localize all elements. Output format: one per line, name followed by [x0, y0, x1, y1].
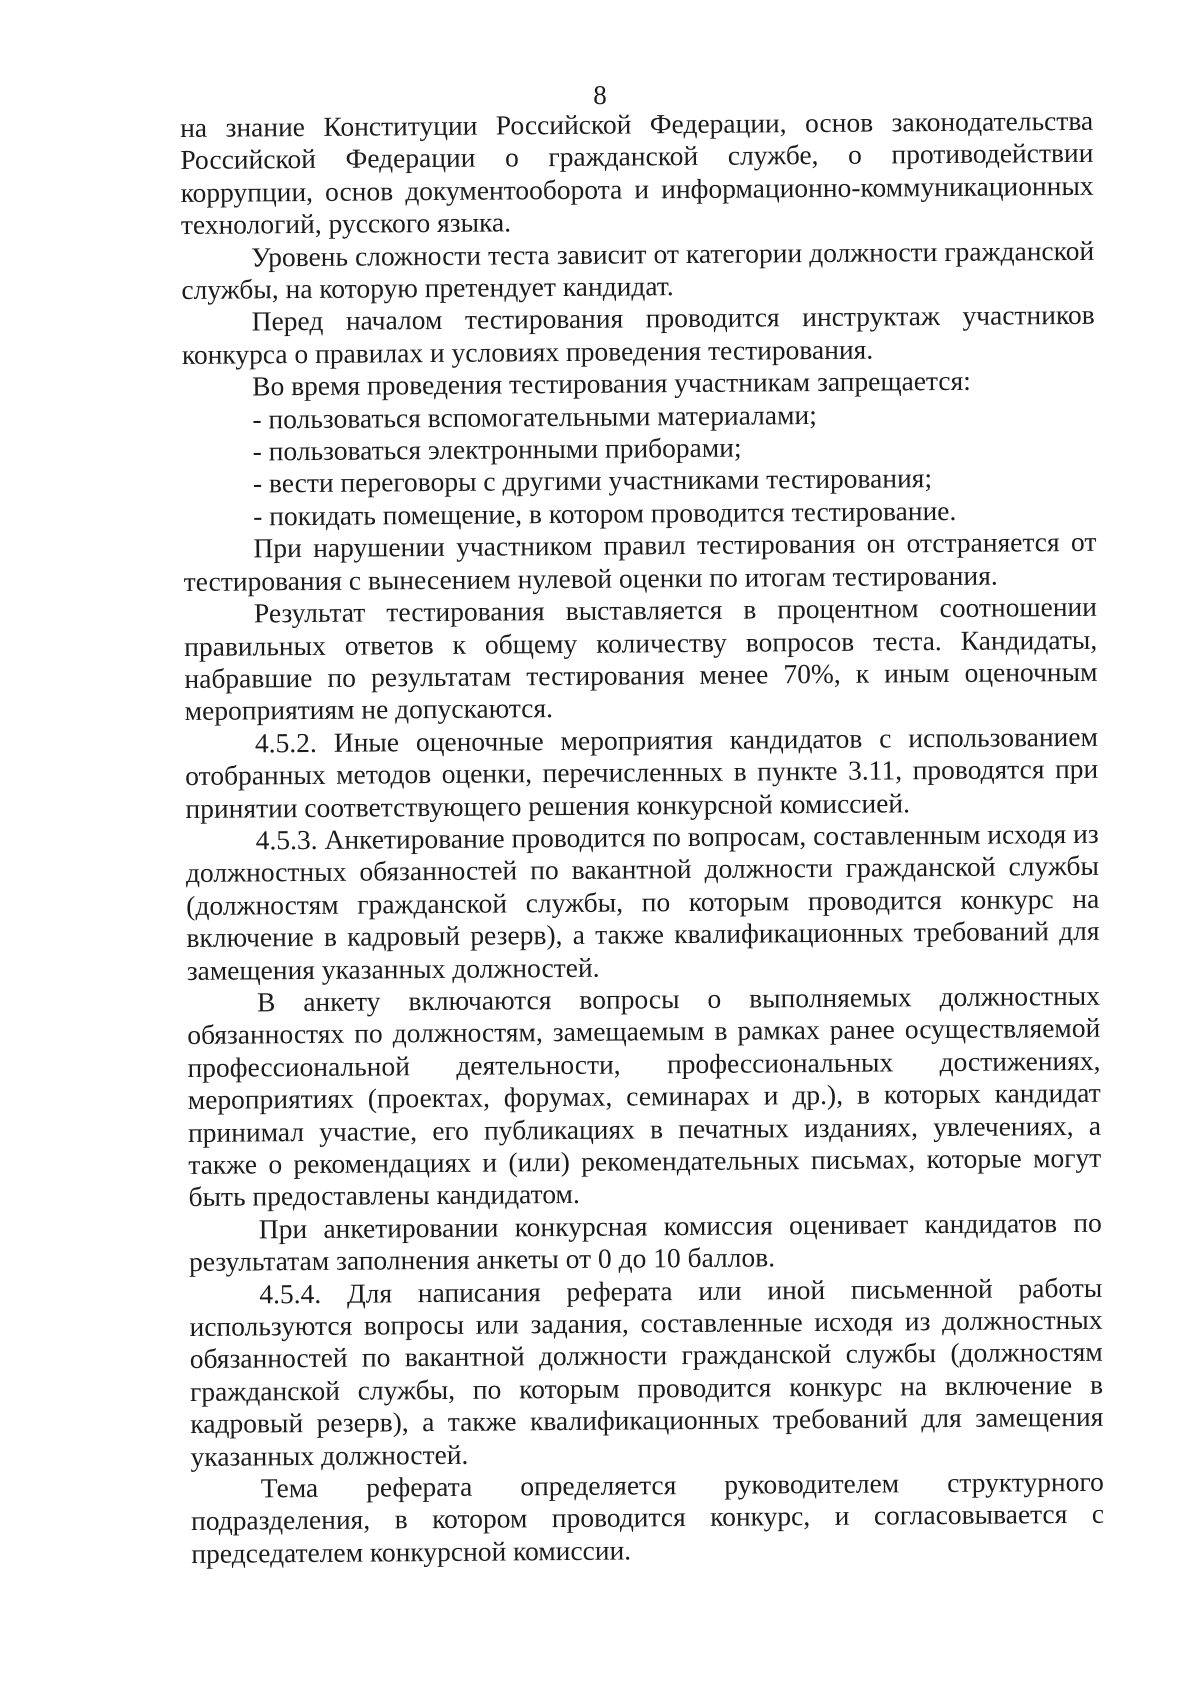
- paragraph-questionnaire-scoring: При анкетировании конкурсная комиссия оценивает кандидатов по результатам заполнения анкеты от 0 до 10 баллов.: [188, 1206, 1102, 1278]
- paragraph-prohibitions-intro: Во время проведения тестирования участникам запрещается:: [252, 365, 971, 402]
- paragraph-continuation: на знание Конституции Российской Федерации, основ законодательства Российской Федерации о гражданской службе, о противодействии коррупции, основ документооборота и информационно-коммуникационных технологий, русского языка.: [180, 104, 1094, 241]
- paragraph-test-result: Результат тестирования выставляется в процентном соотношении правильных ответов к общему количеству вопросов теста. Кандидаты, набравшие по результатам тестирования менее 70%, к иным оценочным мероприятиям не допускаются.: [184, 590, 1098, 727]
- paragraph-essay-topic: Тема реферата определяется руководителем структурного подразделения, в котором проводится конкурс, и согласовывается с председателем конкурсной комиссии.: [190, 1465, 1105, 1569]
- paragraph-instruction: Перед началом тестирования проводится инструктаж участников конкурса о правилах и условиях проведения тестирования.: [181, 299, 1095, 370]
- paragraph-4-5-2: 4.5.2. Иные оценочные мероприятия кандидатов с использованием отобранных методов оценки, перечисленных в пункте 3.11, проводятся при принятии соответствующего решения конкурсной комиссией.: [185, 720, 1099, 824]
- paragraph-questionnaire-content: В анкету включаются вопросы о выполняемых должностных обязанностях по должностям, замещаемым в рамках ранее осуществляемой профессиональной деятельности, профессиональных достижениях, мероприятиях (проектах, форумах, семинарах и др.), в которых кандидат принимал участие, его публикациях в печатных изданиях, увлечениях, а также о рекомендациях и (или) рекомендательных письмах, которые могут быть предоставлены кандидатом.: [187, 979, 1102, 1213]
- list-item: - вести переговоры с другими участниками тестирования;: [252, 462, 933, 499]
- list-item: - пользоваться вспомогательными материалами;: [252, 398, 817, 435]
- document-body: [180, 105, 1104, 1570]
- paragraph-4-5-3: 4.5.3. Анкетирование проводится по вопросам, составленным исходя из должностных обязанностей по вакантной должности гражданской службы (должностям гражданской службы, по которым проводится конкурс на включение в кадровый резерв), а также квалификационных требований для замещения указанных должностей.: [185, 817, 1100, 986]
- paragraph-test-difficulty: Уровень сложности теста зависит от категории должности гражданской службы, на которую претендует кандидат.: [181, 234, 1095, 306]
- list-item: - пользоваться электронными приборами;: [252, 431, 742, 467]
- page-number: 8: [593, 80, 607, 110]
- list-item: - покидать помещение, в котором проводится тестирование.: [253, 494, 957, 532]
- paragraph-violation: При нарушении участником правил тестирования он отстраняется от тестирования с вынесением нулевой оценки по итогам тестирования.: [183, 526, 1097, 597]
- paragraph-4-5-4: 4.5.4. Для написания реферата или иной письменной работы используются вопросы или задания, составленные исходя из должностных обязанностей по вакантной должности гражданской службы (должностям гражданской службы, по которым проводится конкурс на включение в кадровый резерв), а также квалификационных требований для замещения указанных должностей.: [189, 1271, 1104, 1472]
